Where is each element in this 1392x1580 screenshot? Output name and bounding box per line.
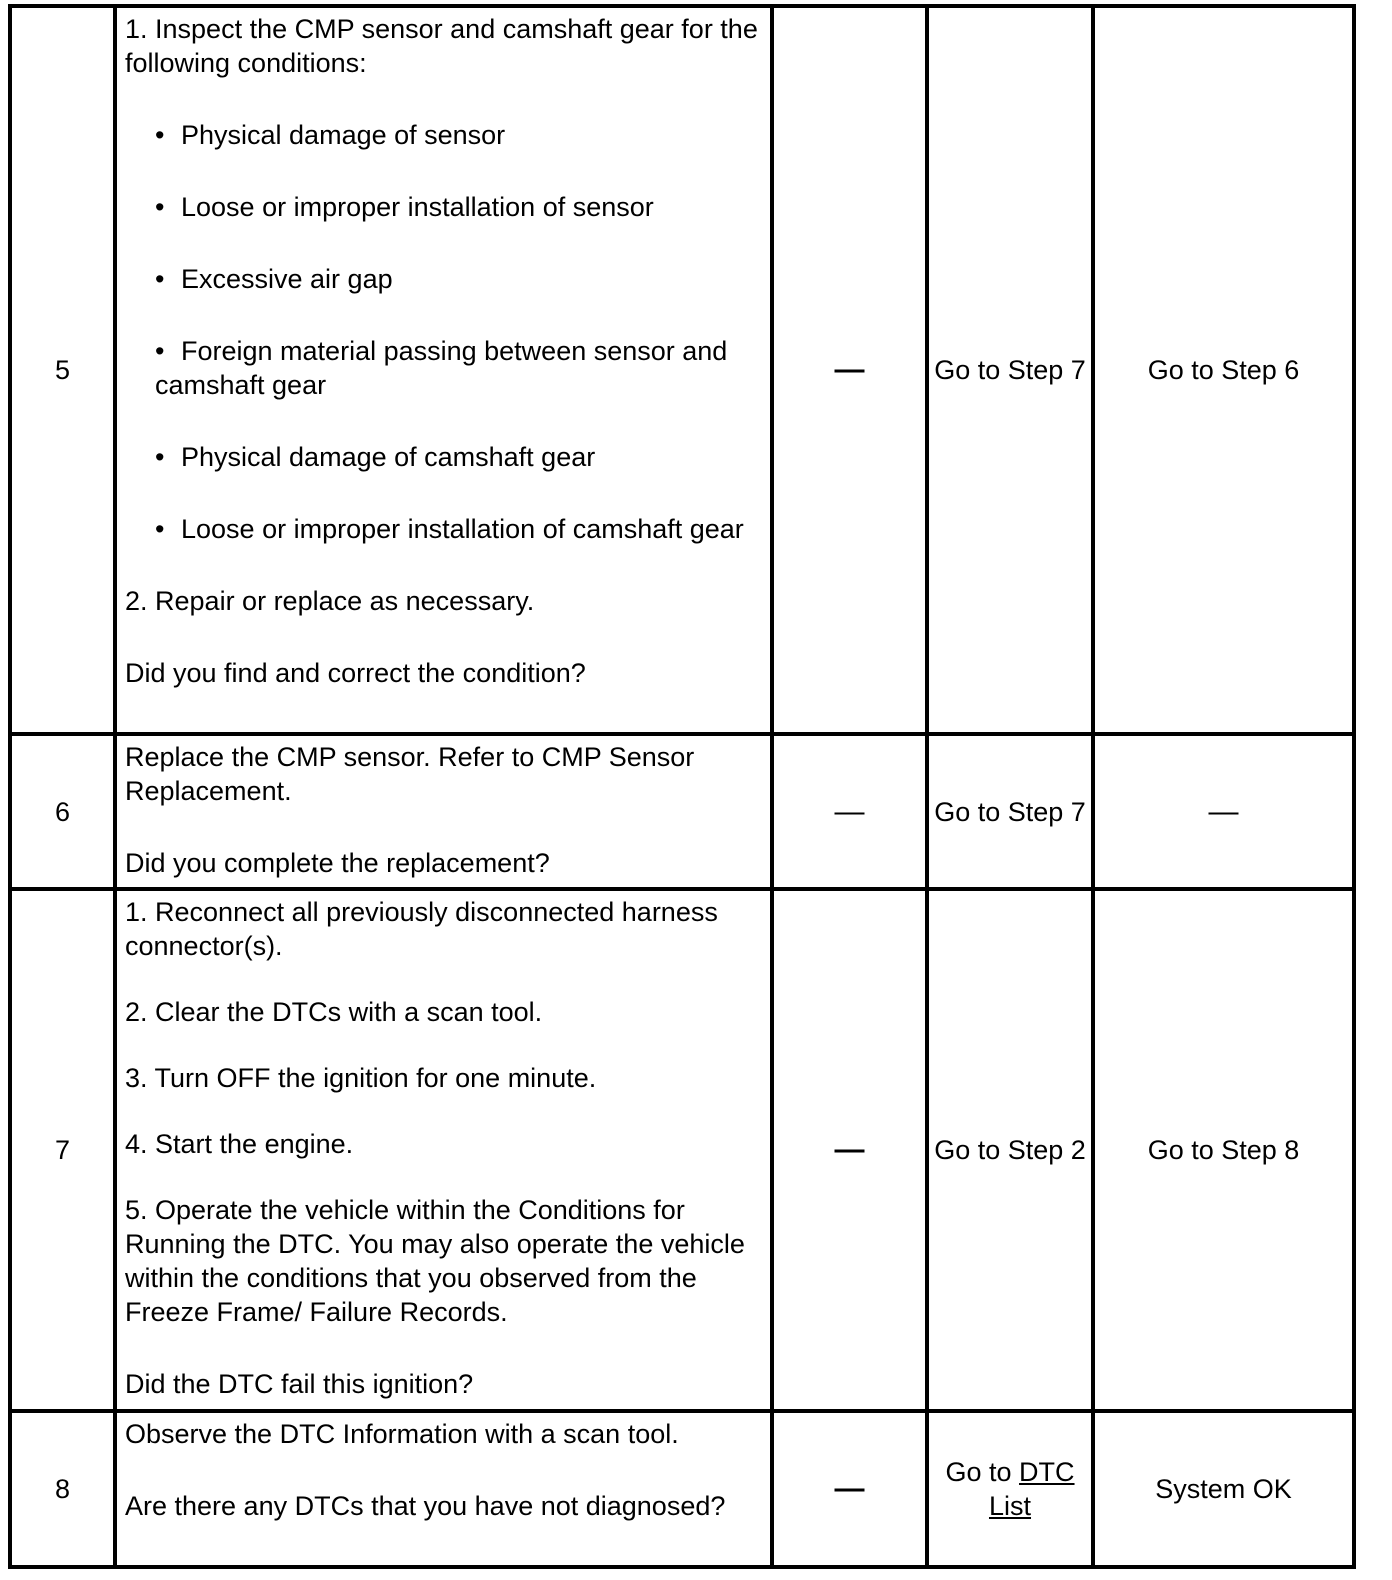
action-cell — [115, 734, 772, 889]
yes-cell: Go to Step 7 — [927, 6, 1093, 734]
table-row — [10, 1411, 1354, 1567]
list-item: • Foreign material passing between sensor and camshaft gear — [155, 336, 728, 400]
list-item: • Loose or improper installation of camshaft gear — [155, 514, 744, 544]
action-text: Observe the DTC Information with a scan tool. — [125, 1419, 679, 1449]
no-cell: System OK — [1093, 1411, 1354, 1567]
action-question: Did you complete the replacement? — [125, 848, 550, 878]
list-item: • Physical damage of camshaft gear — [155, 442, 596, 472]
values-cell: — — [772, 1411, 927, 1567]
action-text: Replace the CMP sensor. Refer to CMP Sensor Replacement. — [125, 742, 695, 806]
step-number: 8 — [10, 1411, 115, 1567]
dtc-list-link[interactable]: DTC List — [988, 1457, 1075, 1521]
bullet-icon: • — [155, 336, 165, 366]
bullet-icon: • — [155, 264, 165, 294]
list-item: • Physical damage of sensor — [155, 120, 506, 150]
values-cell: — — [772, 734, 927, 889]
table-row — [10, 889, 1354, 1411]
action-question: Are there any DTCs that you have not diagnosed? — [125, 1491, 726, 1521]
diagnostic-table — [8, 4, 1356, 1569]
bullet-icon: • — [155, 192, 165, 222]
step-number: 7 — [10, 889, 115, 1411]
step-number: 6 — [10, 734, 115, 889]
step-number: 5 — [10, 6, 115, 734]
list-item: • Loose or improper installation of sensor — [155, 192, 654, 222]
action-text: 1. Reconnect all previously disconnected harness connector(s). — [125, 897, 718, 961]
no-cell: — — [1093, 734, 1354, 889]
action-text: 1. Inspect the CMP sensor and camshaft gear for the following conditions: — [125, 14, 758, 78]
yes-cell: Go to Step 2 — [927, 889, 1093, 1411]
bullet-icon: • — [155, 120, 165, 150]
values-cell: — — [772, 889, 927, 1411]
action-cell — [115, 1411, 772, 1567]
list-item: • Excessive air gap — [155, 264, 393, 294]
table-row — [10, 734, 1354, 889]
action-text: 2. Clear the DTCs with a scan tool. — [125, 997, 543, 1027]
action-cell — [115, 6, 772, 734]
bullet-icon: • — [155, 514, 165, 544]
action-text: 2. Repair or replace as necessary. — [125, 586, 535, 616]
action-text: 3. Turn OFF the ignition for one minute. — [125, 1063, 597, 1093]
action-text: 5. Operate the vehicle within the Conditions for Running the DTC. You may also operate the vehicle within the conditions that you observed from the Freeze Frame/ Failure Records. — [125, 1195, 745, 1327]
yes-cell: Go to DTC List — [927, 1411, 1093, 1567]
action-text: 4. Start the engine. — [125, 1129, 354, 1159]
no-cell: Go to Step 6 — [1093, 6, 1354, 734]
action-cell — [115, 889, 772, 1411]
action-question: Did the DTC fail this ignition? — [125, 1369, 474, 1399]
bullet-icon: • — [155, 442, 165, 472]
action-question: Did you find and correct the condition? — [125, 658, 586, 688]
values-cell: — — [772, 6, 927, 734]
yes-cell: Go to Step 7 — [927, 734, 1093, 889]
table-row — [10, 6, 1354, 734]
no-cell: Go to Step 8 — [1093, 889, 1354, 1411]
